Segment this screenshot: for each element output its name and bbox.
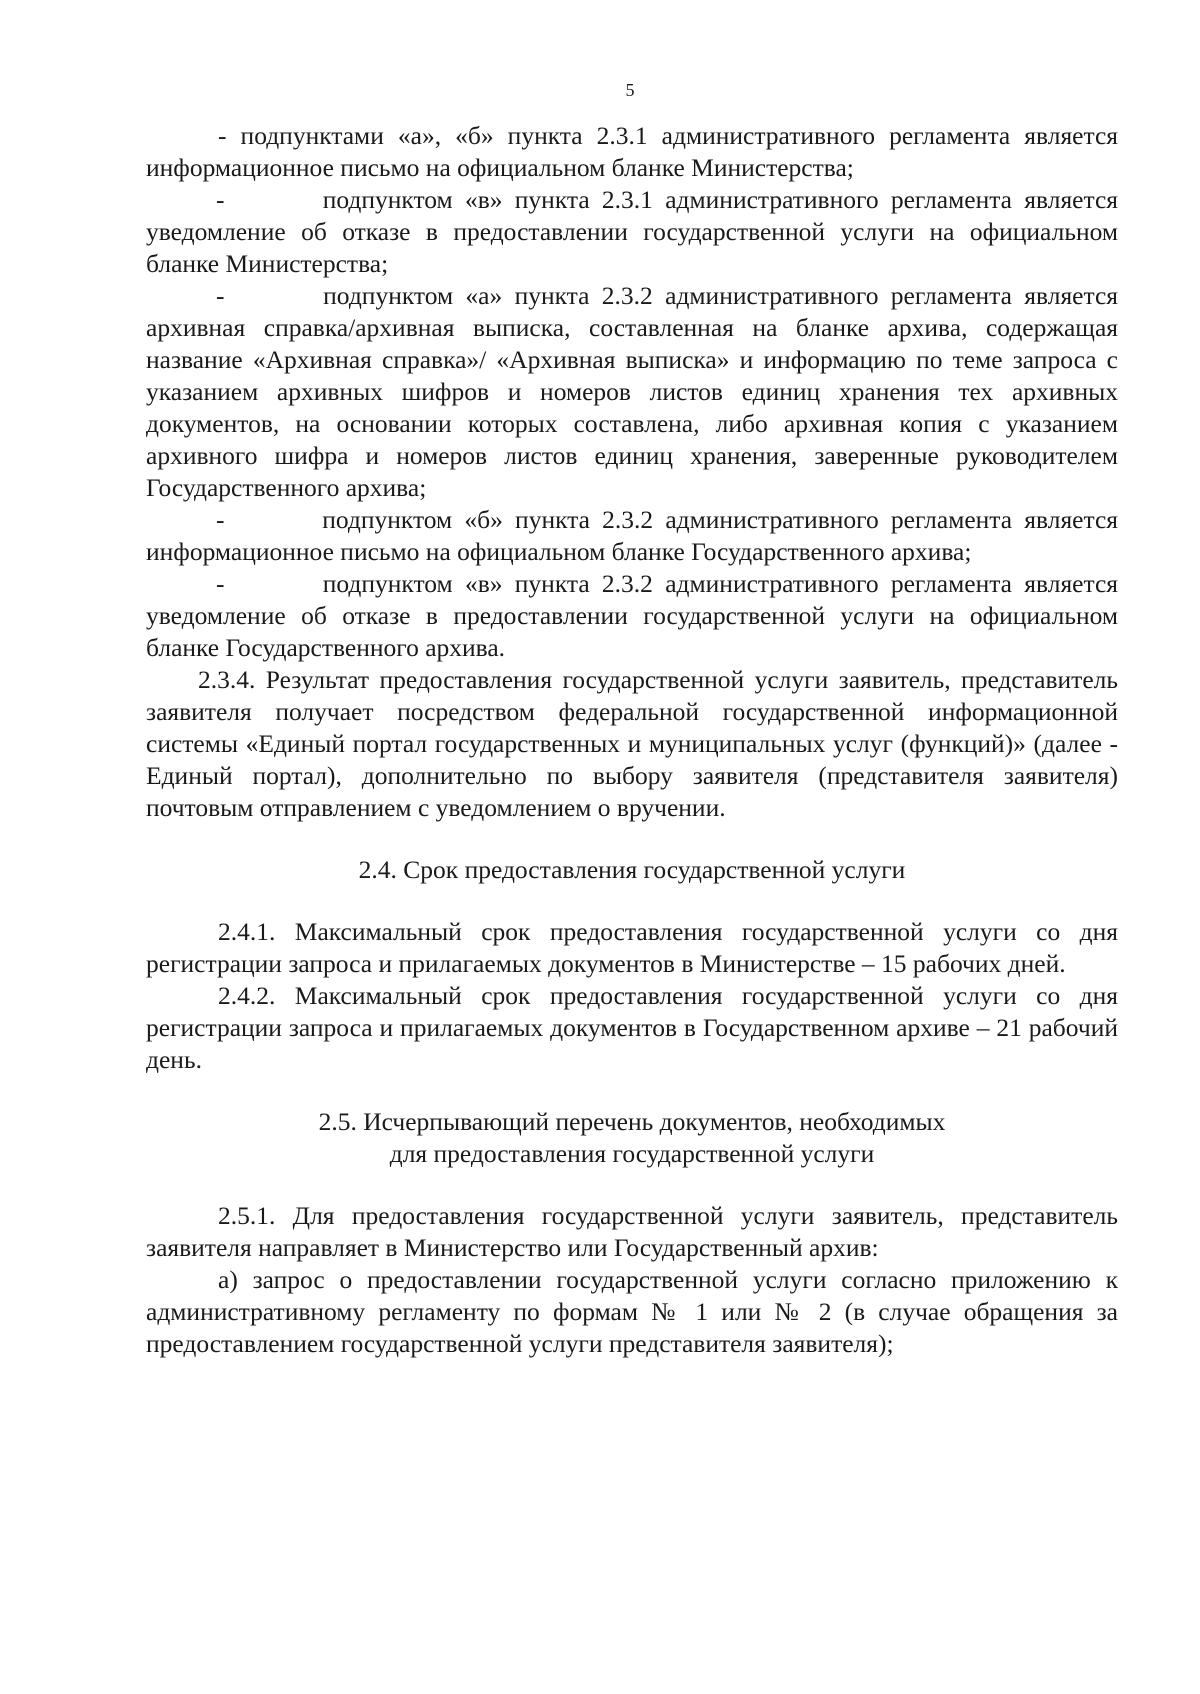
paragraph: - подпунктом «в» пункта 2.3.2 административного регламента является уведомление об отказе в предоставлении государственной услуги на официальном бланке Государственного архива. <box>146 569 1118 662</box>
paragraph: 2.4.2. Максимальный срок предоставления государственной услуги со дня регистрации запроса и прилагаемых документов в Государственном архиве – 21 рабочий день. <box>146 981 1118 1074</box>
paragraph: 2.5.1. Для предоставления государственной услуги заявитель, представитель заявителя направляет в Министерство или Государственный архив: <box>146 1201 1118 1262</box>
paragraph: - подпунктом «б» пункта 2.3.2 административного регламента является информационное письмо на официальном бланке Государственного архива; <box>146 505 1118 566</box>
document-body <box>146 120 1118 1360</box>
paragraph: - подпунктом «а» пункта 2.3.2 административного регламента является архивная справка/архивная выписка, составленная на бланке архива, содержащая название «Архивная справка»/ «Архивная выписка» и информацию по теме запроса с указанием архивных шифров и номеров листов единиц хранения тех архивных документов, на основании которых составлена, либо архивная копия с указанием архивного шифра и номеров листов единиц хранения, заверенные руководителем Государственного архива; <box>146 281 1118 502</box>
section-heading-line: для предоставления государственной услуги <box>389 1139 875 1168</box>
section-heading <box>146 1106 1118 1170</box>
paragraph: - подпунктами «а», «б» пункта 2.3.1 административного регламента является информационное письмо на официальном бланке Министерства; <box>146 121 1118 182</box>
paragraph: 2.4.1. Максимальный срок предоставления государственной услуги со дня регистрации запроса и прилагаемых документов в Министерстве – 15 рабочих дней. <box>146 917 1118 978</box>
section-heading-line: 2.5. Исчерпывающий перечень документов, необходимых <box>318 1107 946 1136</box>
paragraph: - подпунктом «в» пункта 2.3.1 административного регламента является уведомление об отказе в предоставлении государственной услуги на официальном бланке Министерства; <box>146 185 1118 278</box>
section-heading: 2.4. Срок предоставления государственной услуги <box>358 855 906 884</box>
paragraph: 2.3.4. Результат предоставления государственной услуги заявитель, представитель заявителя получает посредством федеральной государственной информационной системы «Единый портал государственных и муниципальных услуг (функций)» (далее - Единый портал), дополнительно по выбору заявителя (представителя заявителя) почтовым отправлением с уведомлением о вручении. <box>146 665 1118 822</box>
page-number: 5 <box>625 80 635 100</box>
paragraph: а) запрос о предоставлении государственной услуги согласно приложению к административному регламенту по формам № 1 или № 2 (в случае обращения за предоставлением государственной услуги представителя заявителя); <box>146 1265 1118 1358</box>
